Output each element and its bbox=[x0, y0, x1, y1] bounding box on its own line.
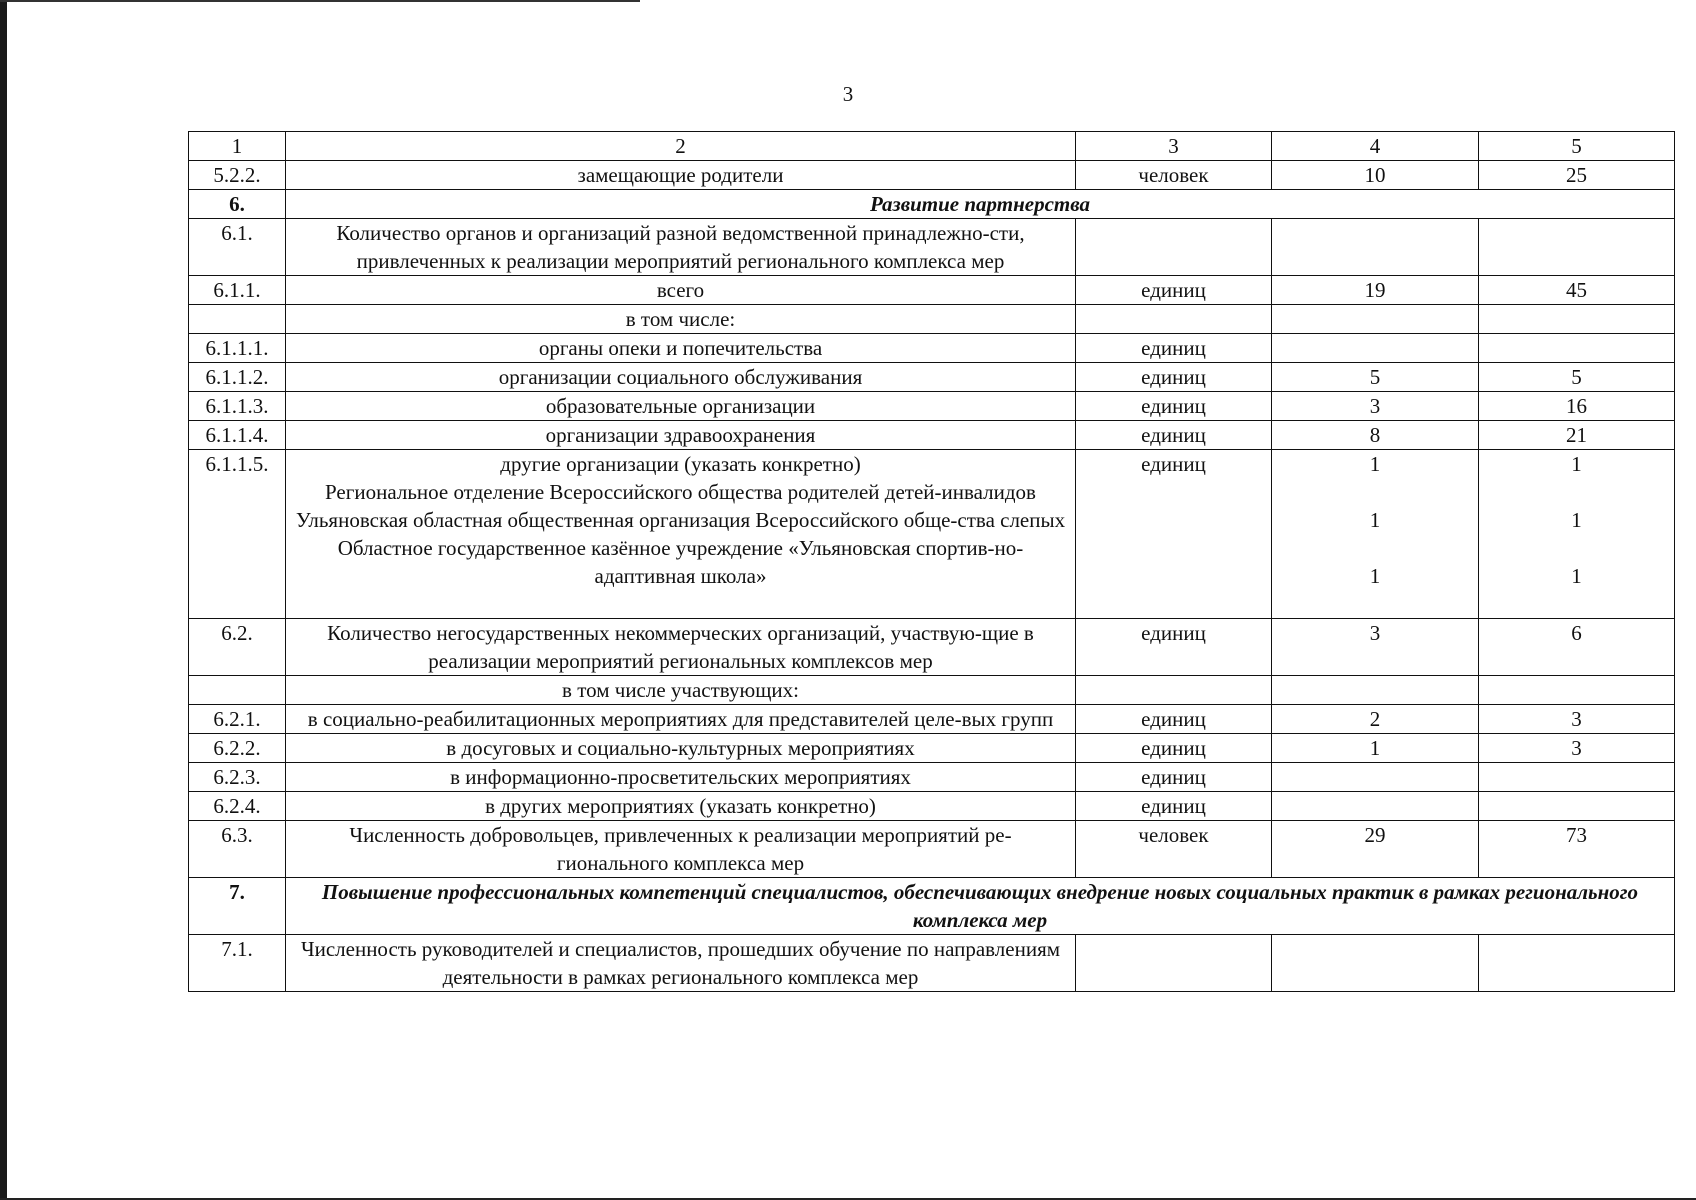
table-row bbox=[189, 619, 1675, 676]
table-row bbox=[189, 334, 1675, 363]
row-value-col4: 8 bbox=[1272, 421, 1479, 450]
row-value-col4 bbox=[1272, 763, 1479, 792]
row-unit: единиц bbox=[1076, 619, 1272, 676]
row-number: 6.1. bbox=[189, 219, 286, 276]
sub-item-value: 1 bbox=[1571, 452, 1582, 476]
sub-item-value: 1 bbox=[1369, 508, 1381, 532]
row-unit: единиц bbox=[1076, 363, 1272, 392]
row-name: органы опеки и попечительства bbox=[286, 334, 1076, 363]
table-row bbox=[189, 821, 1675, 878]
table-row bbox=[189, 161, 1675, 190]
row-number: 6.1.1.1. bbox=[189, 334, 286, 363]
header-cell: 4 bbox=[1272, 132, 1479, 161]
row-name: в информационно-просветительских мероприятиях bbox=[286, 763, 1076, 792]
row-value-col4 bbox=[1272, 305, 1479, 334]
row-value-col4: 19 bbox=[1272, 276, 1479, 305]
section-row bbox=[189, 878, 1675, 935]
section-title: Повышение профессиональных компетенций специалистов, обеспечивающих внедрение новых социальных практик в рамках регионального комплекса мер bbox=[286, 878, 1675, 935]
row-value-col4 bbox=[1272, 792, 1479, 821]
row-name: Численность добровольцев, привлеченных к реализации мероприятий ре-гионального комплекса мер bbox=[286, 821, 1076, 878]
table-row bbox=[189, 792, 1675, 821]
scan-edge-left bbox=[0, 0, 7, 1200]
row-unit bbox=[1076, 676, 1272, 705]
row-name: Количество органов и организаций разной ведомственной принадлежно-сти, привлеченных к реализации мероприятий регионального комплекса мер bbox=[286, 219, 1076, 276]
table-row bbox=[189, 935, 1675, 992]
table-row bbox=[189, 676, 1675, 705]
row-values-col4 bbox=[1272, 450, 1479, 619]
table-row bbox=[189, 734, 1675, 763]
row-name: в том числе: bbox=[286, 305, 1076, 334]
table-row bbox=[189, 276, 1675, 305]
row-name: в других мероприятиях (указать конкретно) bbox=[286, 792, 1076, 821]
row-name: образовательные организации bbox=[286, 392, 1076, 421]
page-number: 3 bbox=[842, 82, 854, 106]
row-value-col5: 73 bbox=[1479, 821, 1675, 878]
sub-item-name: Ульяновская областная общественная организация Всероссийского обще-ства слепых bbox=[295, 508, 1066, 532]
row-number: 6.1.1.4. bbox=[189, 421, 286, 450]
row-value-col5: 5 bbox=[1479, 363, 1675, 392]
table-row bbox=[189, 392, 1675, 421]
sub-item-name: Региональное отделение Всероссийского общества родителей детей-инвалидов bbox=[325, 480, 1036, 504]
row-name: организации социального обслуживания bbox=[286, 363, 1076, 392]
row-unit: единиц bbox=[1076, 450, 1272, 619]
row-value-col5: 16 bbox=[1479, 392, 1675, 421]
row-value-col5: 25 bbox=[1479, 161, 1675, 190]
row-values-col5 bbox=[1479, 450, 1675, 619]
row-number: 6.2. bbox=[189, 619, 286, 676]
row-value-col4: 5 bbox=[1272, 363, 1479, 392]
row-value-col4: 3 bbox=[1272, 619, 1479, 676]
row-value-col4: 3 bbox=[1272, 392, 1479, 421]
table-row bbox=[189, 219, 1675, 276]
row-name: в досуговых и социально-культурных мероприятиях bbox=[286, 734, 1076, 763]
row-value-col4: 29 bbox=[1272, 821, 1479, 878]
row-unit: единиц bbox=[1076, 392, 1272, 421]
row-number: 6.2.2. bbox=[189, 734, 286, 763]
table-row bbox=[189, 705, 1675, 734]
scan-edge-top bbox=[0, 0, 640, 2]
row-value-col5: 3 bbox=[1479, 705, 1675, 734]
row-number bbox=[189, 676, 286, 705]
row-unit: единиц bbox=[1076, 763, 1272, 792]
row-unit: единиц bbox=[1076, 792, 1272, 821]
row-value-col5 bbox=[1479, 763, 1675, 792]
row-value-col5: 45 bbox=[1479, 276, 1675, 305]
row-number: 6.1.1. bbox=[189, 276, 286, 305]
row-name-main: другие организации (указать конкретно) bbox=[500, 452, 861, 476]
row-value-col4: 2 bbox=[1272, 705, 1479, 734]
row-unit: человек bbox=[1076, 161, 1272, 190]
row-number: 6.2.3. bbox=[189, 763, 286, 792]
section-number: 6. bbox=[189, 190, 286, 219]
header-cell: 2 bbox=[286, 132, 1076, 161]
row-unit: единиц bbox=[1076, 276, 1272, 305]
row-value-col5 bbox=[1479, 792, 1675, 821]
row-value-col5: 3 bbox=[1479, 734, 1675, 763]
table-row bbox=[189, 450, 1675, 619]
sub-item-value: 1 bbox=[1571, 508, 1582, 532]
row-value-col4 bbox=[1272, 219, 1479, 276]
row-value-col4: 1 bbox=[1272, 734, 1479, 763]
row-number: 5.2.2. bbox=[189, 161, 286, 190]
row-unit: единиц bbox=[1076, 421, 1272, 450]
row-name bbox=[286, 450, 1076, 619]
row-unit: человек bbox=[1076, 821, 1272, 878]
row-value-col4: 10 bbox=[1272, 161, 1479, 190]
indicators-table bbox=[188, 131, 1675, 992]
row-value-col5: 21 bbox=[1479, 421, 1675, 450]
sub-item-value: 1 bbox=[1369, 452, 1381, 476]
row-name: Численность руководителей и специалистов, прошедших обучение по направлениям деятельности в рамках регионального комплекса мер bbox=[286, 935, 1076, 992]
row-number: 6.2.4. bbox=[189, 792, 286, 821]
row-name: замещающие родители bbox=[286, 161, 1076, 190]
row-value-col4 bbox=[1272, 334, 1479, 363]
section-title: Развитие партнерства bbox=[286, 190, 1675, 219]
row-number: 7.1. bbox=[189, 935, 286, 992]
row-number bbox=[189, 305, 286, 334]
row-name: организации здравоохранения bbox=[286, 421, 1076, 450]
row-value-col5 bbox=[1479, 676, 1675, 705]
row-value-col5 bbox=[1479, 935, 1675, 992]
sub-item-name: Областное государственное казённое учреждение «Ульяновская спортив-но-адаптивная школа» bbox=[337, 536, 1024, 588]
row-number: 6.1.1.3. bbox=[189, 392, 286, 421]
row-name: всего bbox=[286, 276, 1076, 305]
row-number: 6.1.1.5. bbox=[189, 450, 286, 619]
row-value-col4 bbox=[1272, 935, 1479, 992]
section-row bbox=[189, 190, 1675, 219]
sub-item-value: 1 bbox=[1571, 564, 1582, 588]
row-number: 6.3. bbox=[189, 821, 286, 878]
row-value-col4 bbox=[1272, 676, 1479, 705]
table-row bbox=[189, 305, 1675, 334]
sub-item-value: 1 bbox=[1369, 564, 1381, 588]
row-unit bbox=[1076, 219, 1272, 276]
row-number: 6.1.1.2. bbox=[189, 363, 286, 392]
header-cell: 1 bbox=[189, 132, 286, 161]
table-row bbox=[189, 421, 1675, 450]
table-header-row bbox=[189, 132, 1675, 161]
section-number: 7. bbox=[189, 878, 286, 935]
row-value-col5: 6 bbox=[1479, 619, 1675, 676]
row-unit bbox=[1076, 935, 1272, 992]
row-value-col5 bbox=[1479, 305, 1675, 334]
row-value-col5 bbox=[1479, 334, 1675, 363]
row-number: 6.2.1. bbox=[189, 705, 286, 734]
row-unit bbox=[1076, 305, 1272, 334]
row-unit: единиц bbox=[1076, 734, 1272, 763]
header-cell: 3 bbox=[1076, 132, 1272, 161]
header-cell: 5 bbox=[1479, 132, 1675, 161]
row-unit: единиц bbox=[1076, 705, 1272, 734]
row-value-col5 bbox=[1479, 219, 1675, 276]
row-name: в том числе участвующих: bbox=[286, 676, 1076, 705]
table-row bbox=[189, 363, 1675, 392]
table-row bbox=[189, 763, 1675, 792]
row-name: Количество негосударственных некоммерческих организаций, участвую-щие в реализации мероприятий региональных комплексов мер bbox=[286, 619, 1076, 676]
row-unit: единиц bbox=[1076, 334, 1272, 363]
row-name: в социально-реабилитационных мероприятиях для представителей целе-вых групп bbox=[286, 705, 1076, 734]
